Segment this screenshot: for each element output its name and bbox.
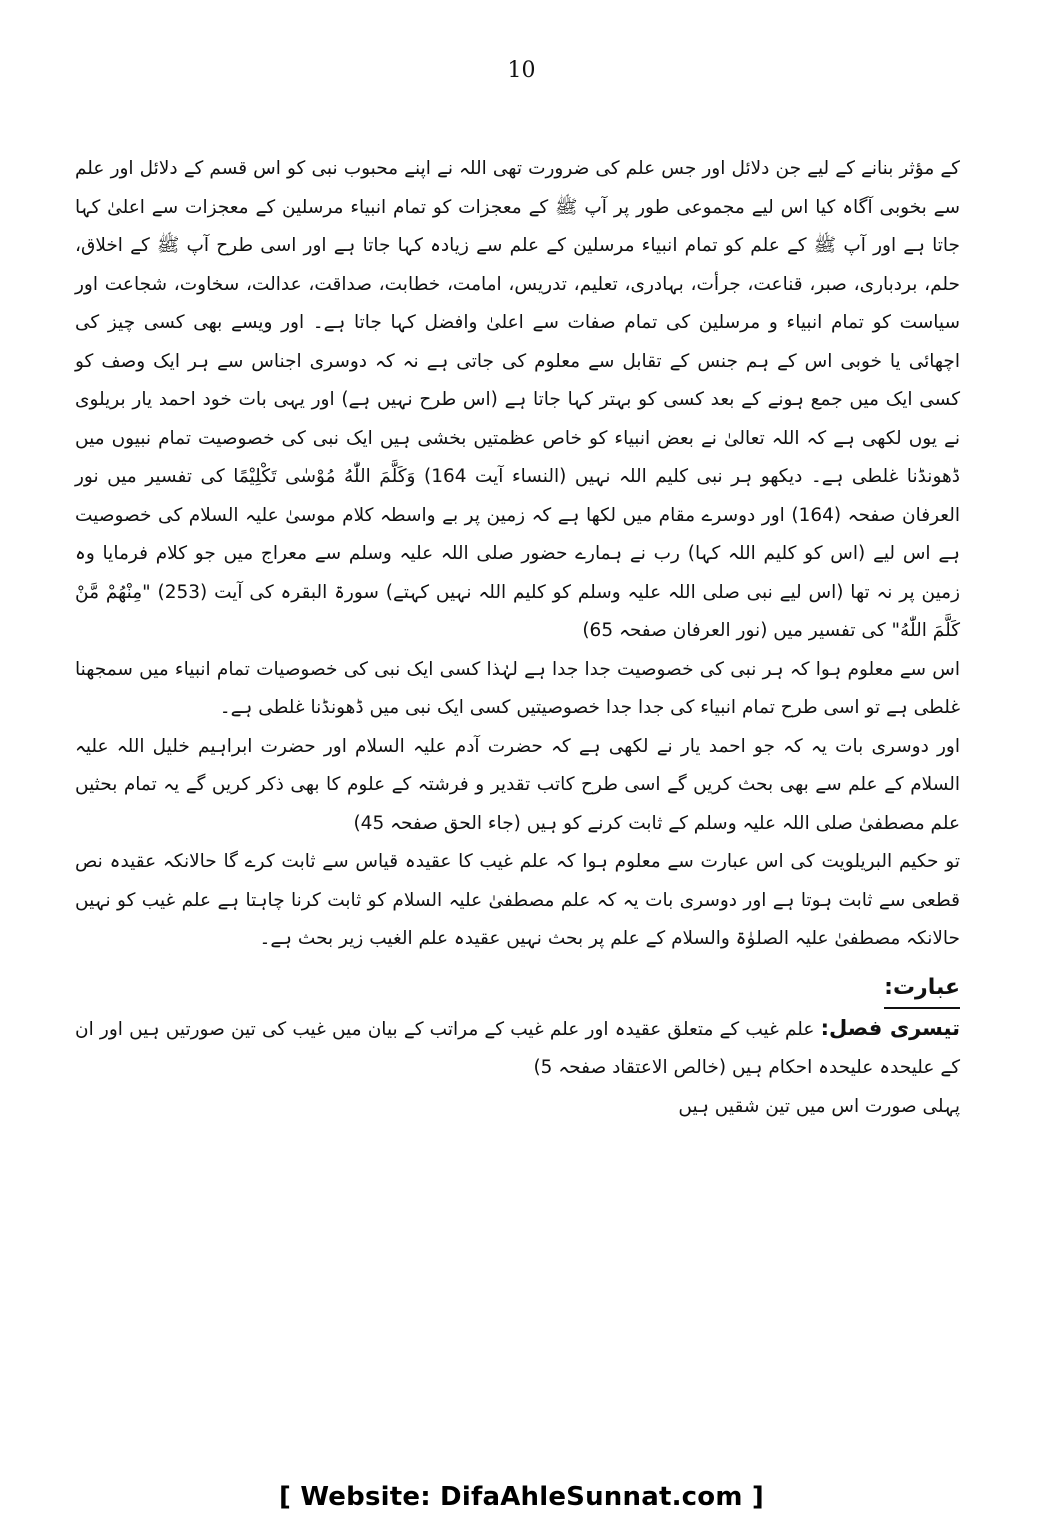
section-lead: تیسری فصل: bbox=[820, 1015, 960, 1040]
page-body bbox=[75, 150, 960, 1126]
section-heading: عبارت: bbox=[884, 969, 960, 1009]
section-text: علم غیب کے متعلق عقیدہ اور علم غیب کے مراتب کے بیان میں غیب کی تین صورتیں ہیں اور ان کے علیحدہ علیحدہ احکام ہیں (خالص الاعتقاد صفحہ 5) bbox=[75, 1018, 960, 1078]
section-paragraph bbox=[75, 1009, 960, 1088]
section-heading-wrap bbox=[75, 959, 960, 1009]
page-number: 10 bbox=[507, 58, 536, 83]
paragraph-3: اور دوسری بات یہ کہ جو احمد یار نے لکھی ہے کہ حضرت آدم علیہ السلام اور حضرت ابراہیم خلیل اللہ علیہ السلام کے علم سے بھی بحث کریں گے اسی طرح کاتب تقدیر و فرشتہ کے علوم کا بھی ذکر کریں گے یہ تمام بحثیں علم مصطفیٰ صلی اللہ علیہ وسلم کے ثابت کرنے کو ہیں (جاء الحق صفحہ 45) bbox=[75, 735, 960, 834]
paragraph-1: کے مؤثر بنانے کے لیے جن دلائل اور جس علم کی ضرورت تھی اللہ نے اپنے محبوب نبی کو اس قسم کے دلائل اور علم سے بخوبی آگاہ کیا اس لیے مجموعی طور پر آپ ﷺ کے معجزات کو تمام انبیاء مرسلین کے معجزات سے اعلیٰ کہا جاتا ہے اور آپ ﷺ کے علم کو تمام انبیاء مرسلین کے علم سے زیادہ کہا جاتا ہے اور اسی طرح آپ ﷺ کے اخلاق، حلم، بردباری، صبر، قناعت، جرأت، بہادری، تعلیم، تدریس، امامت، خطابت، صداقت، عدالت، سخاوت، شجاعت اور سیاست کو تمام انبیاء و مرسلین کی تمام صفات سے اعلیٰ وافضل کہا جاتا ہے۔ اور ویسے بھی کسی چیز کی اچھائی یا خوبی اس کے ہم جنس کے تقابل سے معلوم کی جاتی ہے نہ کہ دوسری اجناس سے ہر ایک وصف کو کسی ایک میں جمع ہونے کے بعد کسی کو بہتر کہا جاتا ہے (اس طرح نہیں ہے) اور یہی بات خود احمد یار بریلوی نے یوں لکھی ہے کہ اللہ تعالیٰ نے بعض انبیاء کو خاص عظمتیں بخشی ہیں ایک نبی کی خصوصیت تمام نبیوں میں ڈھونڈنا غلطی ہے۔ دیکھو ہر نبی کلیم اللہ نہیں (النساء آیت 164) وَكَلَّمَ اللّٰهُ مُوْسٰى تَكْلِيْمًا کی تفسیر میں نور العرفان صفحہ (164) اور دوسرے مقام میں لکھا ہے کہ زمین پر بے واسطہ کلام موسیٰ علیہ السلام کی خصوصیت ہے اس لیے (اس کو کلیم اللہ کہا) رب نے ہمارے حضور صلی اللہ علیہ وسلم سے معراج میں جو کلام فرمایا وہ زمین پر نہ تھا (اس لیے نبی صلی اللہ علیہ وسلم کو کلیم اللہ نہیں کہتے) سورۃ البقرہ کی آیت (253) "مِنْهُمْ مَّنْ كَلَّمَ اللّٰهُ" کی تفسیر میں (نور العرفان صفحہ 65) bbox=[75, 158, 961, 641]
paragraph-4: تو حکیم البریلویت کی اس عبارت سے معلوم ہوا کہ علم غیب کا عقیدہ قیاس سے ثابت کرے گا حالانکہ عقیدہ نص قطعی سے ثابت ہوتا ہے اور دوسری بات یہ کہ علم مصطفیٰ علیہ السلام کو ثابت کرنا چاہتا ہے علم غیب کو نہیں حالانکہ مصطفیٰ علیہ الصلوٰۃ والسلام کے علم پر بحث نہیں عقیدہ علم الغیب زیر بحث ہے۔ bbox=[75, 851, 960, 949]
website-footer: [ Website: DifaAhleSunnat.com ] bbox=[279, 1482, 764, 1512]
section-last-line: پہلی صورت اس میں تین شقیں ہیں bbox=[678, 1095, 960, 1117]
paragraph-2: اس سے معلوم ہوا کہ ہر نبی کی خصوصیت جدا جدا ہے لہٰذا کسی ایک نبی کی خصوصیات تمام انبیاء میں سمجھنا غلطی ہے تو اسی طرح تمام انبیاء کی جدا جدا خصوصیتیں کسی ایک نبی میں ڈھونڈنا غلطی ہے۔ bbox=[75, 658, 960, 718]
